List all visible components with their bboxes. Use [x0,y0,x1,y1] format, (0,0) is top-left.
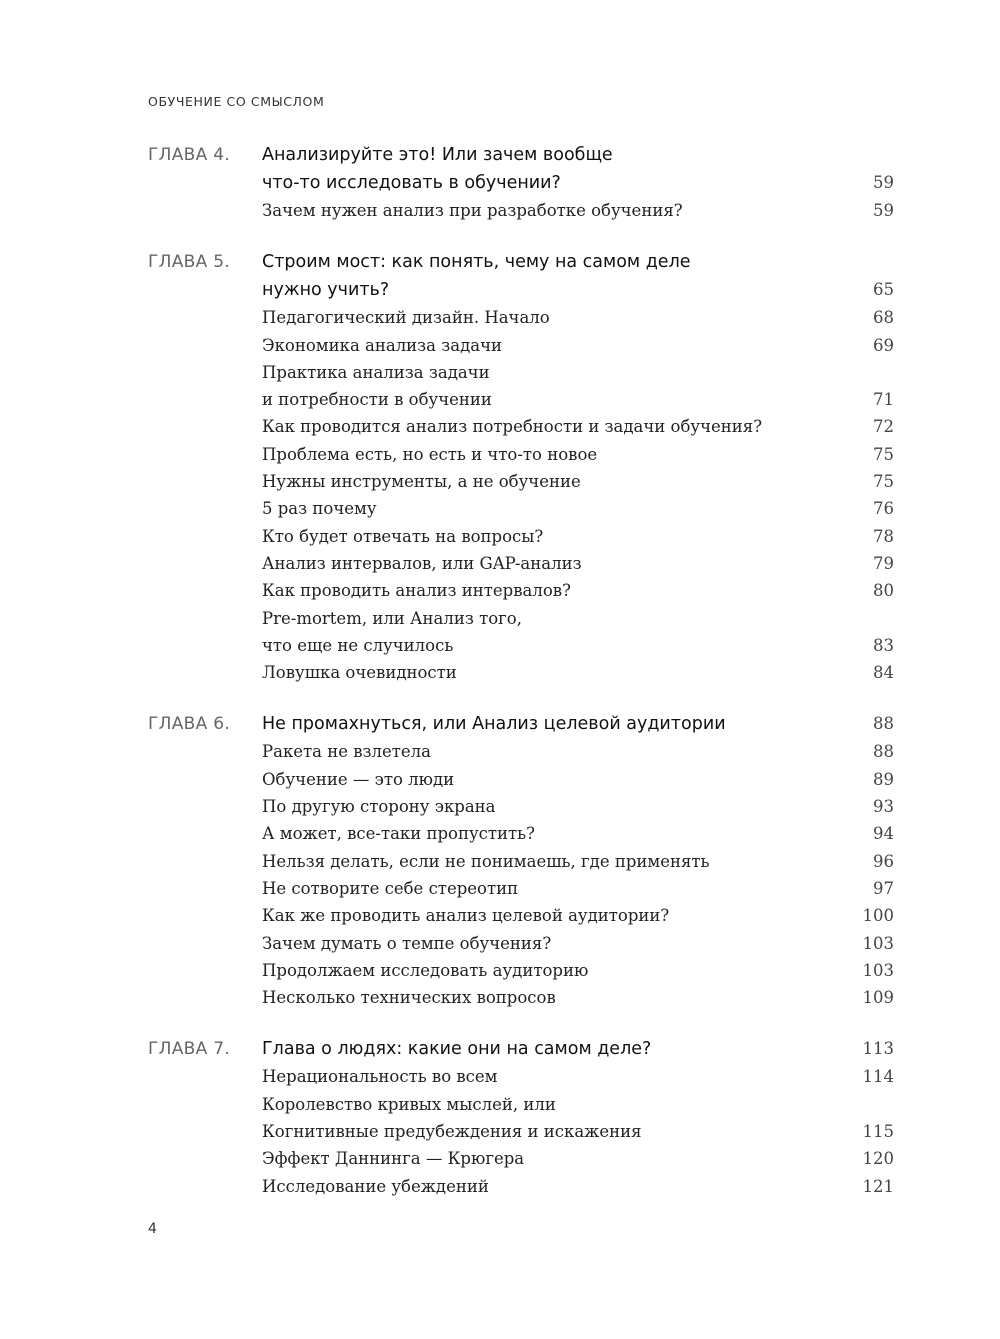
toc-entry [148,632,894,659]
toc-chapter [148,141,894,224]
toc-page-number: 83 [873,635,894,655]
toc-entry-text: Нужны инструменты, а не обучение [262,472,581,492]
table-of-contents [148,141,894,1224]
toc-page-number: 100 [862,906,894,926]
toc-entry [148,304,894,331]
chapter-title-line [148,248,894,276]
toc-entry-text: Ракета не взлетела [262,742,431,762]
toc-page-number: 88 [873,742,894,762]
toc-page-number: 113 [862,1039,894,1059]
toc-entry [148,1091,894,1118]
toc-entry [148,659,894,686]
toc-page-number: 89 [873,769,894,789]
toc-entry-text: Как проводится анализ потребности и задачи обучения? [262,417,763,437]
toc-entry-text: Несколько технических вопросов [262,988,556,1008]
toc-entry-text: Обучение — это люди [262,769,455,789]
toc-page-number: 120 [862,1149,894,1169]
toc-entry [148,550,894,577]
toc-page-number: 97 [873,878,894,898]
toc-entry [148,495,894,522]
toc-entry-text: Как же проводить анализ целевой аудитории? [262,906,670,926]
chapter-title-text: Анализируйте это! Или зачем вообще [262,145,613,165]
toc-entry [148,875,894,902]
toc-entry [148,605,894,632]
toc-entry-text: Нерациональность во всем [262,1067,498,1087]
toc-chapter [148,248,894,686]
toc-entry-text: и потребности в обучении [262,390,492,410]
toc-entry [148,577,894,604]
toc-page-number: 75 [873,472,894,492]
toc-entry-text: Исследование убеждений [262,1176,489,1196]
toc-entry [148,930,894,957]
toc-entry [148,902,894,929]
toc-entry-text: Педагогический дизайн. Начало [262,308,550,328]
toc-entry-text: Практика анализа задачи [262,362,490,382]
toc-entry [148,848,894,875]
running-head-title: ОБУЧЕНИЕ СО СМЫСЛОМ [148,94,325,109]
toc-page-number: 93 [873,797,894,817]
page-number: 4 [148,1221,157,1237]
toc-page-number: 103 [862,960,894,980]
toc-page-number: 69 [873,335,894,355]
toc-entry-text: А может, все-таки пропустить? [262,824,535,844]
toc-page-number: 76 [873,499,894,519]
chapter-number: ГЛАВА 6. [148,714,231,735]
toc-entry-text: 5 раз почему [262,499,377,519]
toc-page-number: 78 [873,526,894,546]
chapter-title-line [148,1035,894,1063]
toc-entry [148,793,894,820]
toc-entry [148,1145,894,1172]
toc-page-number: 88 [873,714,894,734]
toc-entry-text: По другую сторону экрана [262,797,496,817]
toc-page-number: 59 [873,173,894,192]
toc-chapter [148,1035,894,1199]
toc-entry-text: Королевство кривых мыслей, или [262,1094,556,1114]
chapter-title-text: что-то исследовать в обучении? [262,173,561,193]
toc-entry-text: Как проводить анализ интервалов? [262,581,571,601]
chapter-title-text: Не промахнуться, или Анализ целевой аудитории [262,714,726,735]
toc-page-number: 72 [873,417,894,437]
toc-entry [148,441,894,468]
toc-entry [148,468,894,495]
toc-page-number: 121 [862,1176,894,1196]
toc-entry [148,523,894,550]
toc-chapter [148,710,894,1011]
toc-page-number: 71 [873,390,894,410]
toc-entry-text: Зачем думать о темпе обучения? [262,933,552,953]
toc-entry [148,1173,894,1200]
toc-entry [148,820,894,847]
toc-page-number: 115 [862,1122,894,1142]
toc-page-number: 109 [862,988,894,1008]
toc-entry [148,359,894,386]
toc-entry-text: Ловушка очевидности [262,663,457,683]
toc-entry-text: Не сотворите себе стереотип [262,878,519,898]
toc-entry [148,413,894,440]
toc-page-number: 96 [873,851,894,871]
chapter-number: ГЛАВА 4. [148,145,231,165]
toc-entry [148,957,894,984]
toc-entry [148,386,894,413]
toc-page-number: 114 [862,1067,894,1087]
toc-page-number: 103 [862,933,894,953]
chapter-title-line [148,169,894,197]
toc-entry-text: Нельзя делать, если не понимаешь, где применять [262,851,710,871]
toc-entry-text: Зачем нужен анализ при разработке обучения? [262,201,683,220]
chapter-title-text: нужно учить? [262,280,390,301]
toc-entry [148,1118,894,1145]
toc-entry-text: Продолжаем исследовать аудиторию [262,960,589,980]
chapter-title-text: Глава о людях: какие они на самом деле? [262,1039,652,1060]
toc-page-number: 79 [873,553,894,573]
toc-entry-text: Экономика анализа задачи [262,335,502,355]
toc-entry-text: что еще не случилось [262,635,454,655]
toc-entry-text: Кто будет отвечать на вопросы? [262,526,544,546]
chapter-title-line [148,276,894,304]
toc-entry-text: Анализ интервалов, или GAP-анализ [262,553,582,573]
toc-entry [148,984,894,1011]
toc-entry-text: Эффект Даннинга — Крюгера [262,1149,525,1169]
chapter-title-line [148,710,894,738]
toc-page-number: 94 [873,824,894,844]
chapter-title-text: Строим мост: как понять, чему на самом деле [262,252,691,273]
toc-page-number: 80 [873,581,894,601]
toc-entry [148,766,894,793]
toc-entry [148,738,894,765]
toc-entry [148,332,894,359]
chapter-number: ГЛАВА 7. [148,1039,231,1060]
toc-page-number: 75 [873,444,894,464]
toc-page-number: 59 [873,201,894,220]
chapter-number: ГЛАВА 5. [148,252,231,273]
toc-page-number: 65 [873,280,894,300]
toc-entry-text: Pre-mortem, или Анализ того, [262,608,522,628]
toc-entry [148,197,894,224]
toc-entry [148,1063,894,1090]
toc-entry-text: Когнитивные предубеждения и искажения [262,1122,642,1142]
toc-page-number: 68 [873,308,894,328]
toc-page-number: 84 [873,663,894,683]
toc-entry-text: Проблема есть, но есть и что-то новое [262,444,598,464]
chapter-title-line [148,141,894,169]
